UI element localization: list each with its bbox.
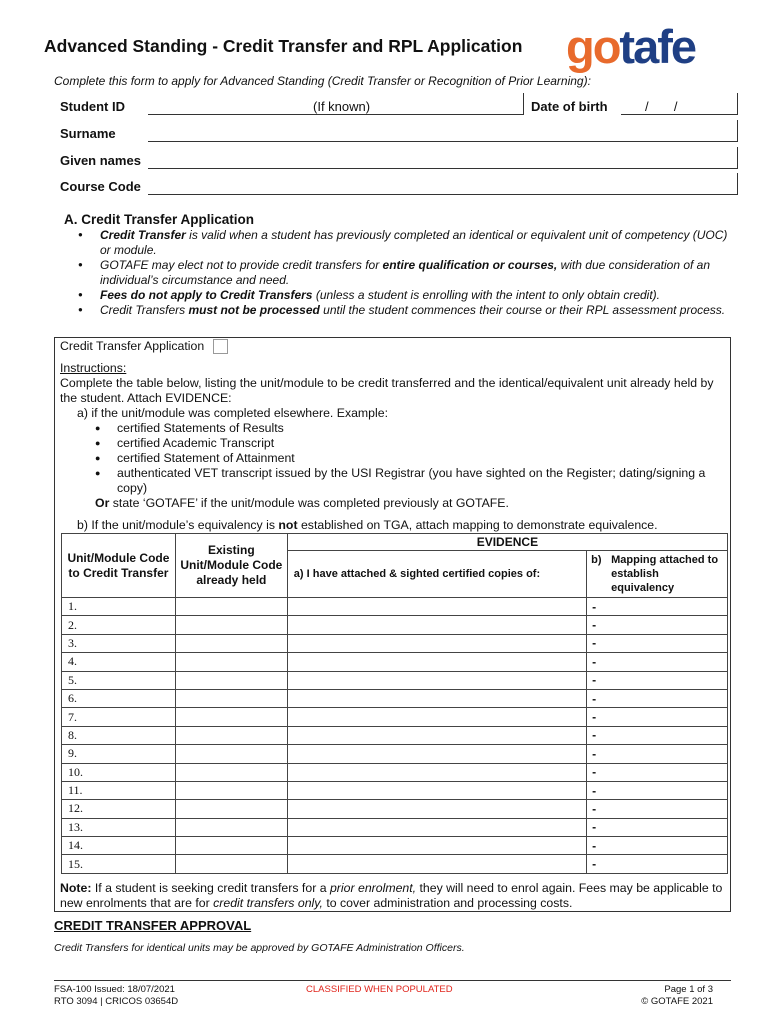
bullet-icon: ● xyxy=(78,290,83,299)
footer-left: FSA-100 Issued: 18/07/2021 RTO 3094 | CRICOS 03654D xyxy=(54,984,179,1007)
bullet-icon: ● xyxy=(95,423,101,433)
mapping-cell[interactable]: - xyxy=(587,634,728,652)
existing-unit-cell[interactable] xyxy=(175,763,287,781)
certified-copies-cell[interactable] xyxy=(287,763,586,781)
certified-copies-cell[interactable] xyxy=(287,855,586,873)
divider xyxy=(737,173,738,195)
certified-copies-cell[interactable] xyxy=(287,634,586,652)
row-number[interactable]: 9. xyxy=(62,745,176,763)
existing-unit-cell[interactable] xyxy=(175,726,287,744)
table-row xyxy=(62,763,728,781)
surname-label: Surname xyxy=(60,126,116,141)
certified-copies-cell[interactable] xyxy=(287,745,586,763)
bullet-item: GOTAFE may elect not to provide credit transfers for entire qualification or courses, with due consideration of an individual’s circumstance and need. xyxy=(100,258,711,287)
existing-unit-cell[interactable] xyxy=(175,781,287,799)
certified-copies-cell[interactable] xyxy=(287,671,586,689)
instructions-heading: Instructions: xyxy=(60,361,127,375)
bullet-icon: ● xyxy=(95,438,101,448)
existing-unit-cell[interactable] xyxy=(175,800,287,818)
note-text: Note: If a student is seeking credit transfers for a prior enrolment, they will need to enrol again. Fees may be applicable to new enrolments that are for credit transfers only, to cover administration and processing costs. xyxy=(60,881,723,910)
row-number[interactable]: 2. xyxy=(62,616,176,634)
divider xyxy=(737,93,738,115)
row-number[interactable]: 3. xyxy=(62,634,176,652)
bullet-icon: ● xyxy=(78,230,83,239)
existing-unit-cell[interactable] xyxy=(175,745,287,763)
checkbox-label: Credit Transfer Application xyxy=(60,339,205,353)
instruction-item-b: b) If the unit/module’s equivalency is not established on TGA, attach mapping to demonstrate equivalence. xyxy=(77,518,658,532)
footer-classification: CLASSIFIED WHEN POPULATED xyxy=(306,984,453,995)
row-number[interactable]: 5. xyxy=(62,671,176,689)
certified-copies-cell[interactable] xyxy=(287,726,586,744)
table-row xyxy=(62,634,728,652)
existing-unit-cell[interactable] xyxy=(175,689,287,707)
bullet-icon: ● xyxy=(95,453,101,463)
existing-unit-cell[interactable] xyxy=(175,653,287,671)
evidence-header: EVIDENCE xyxy=(287,534,727,551)
bullet-item: Credit Transfer is valid when a student has previously completed an identical or equivalent unit of competency (UOC) or module. xyxy=(100,228,728,257)
footer-rule xyxy=(54,980,731,981)
approval-heading: CREDIT TRANSFER APPROVAL xyxy=(54,918,252,933)
dob-slashes: / / xyxy=(645,99,678,114)
course-code-field[interactable] xyxy=(148,194,737,195)
table-row xyxy=(62,781,728,799)
section-a-heading: A. Credit Transfer Application xyxy=(64,212,255,227)
example-item: certified Academic Transcript xyxy=(117,436,275,450)
mapping-cell[interactable]: - xyxy=(587,598,728,616)
given-names-field[interactable] xyxy=(148,168,737,169)
example-item: certified Statements of Results xyxy=(117,421,284,435)
gotafe-logo xyxy=(566,22,695,72)
row-number[interactable]: 4. xyxy=(62,653,176,671)
approval-note: Credit Transfers for identical units may be approved by GOTAFE Administration Officers. xyxy=(54,942,465,954)
certified-copies-cell[interactable] xyxy=(287,781,586,799)
mapping-cell[interactable]: - xyxy=(587,671,728,689)
certified-copies-cell[interactable] xyxy=(287,616,586,634)
row-number[interactable]: 8. xyxy=(62,726,176,744)
bullet-icon: ● xyxy=(78,305,83,314)
row-number[interactable]: 12. xyxy=(62,800,176,818)
row-number[interactable]: 11. xyxy=(62,781,176,799)
row-number[interactable]: 13. xyxy=(62,818,176,836)
table-row xyxy=(62,818,728,836)
table-row xyxy=(62,653,728,671)
certified-copies-cell[interactable] xyxy=(287,689,586,707)
mapping-cell[interactable]: - xyxy=(587,616,728,634)
certified-copies-cell[interactable] xyxy=(287,818,586,836)
row-number[interactable]: 14. xyxy=(62,837,176,855)
mapping-cell[interactable]: - xyxy=(587,837,728,855)
bullet-item: Fees do not apply to Credit Transfers (unless a student is enrolling with the intent to only obtain credit). xyxy=(100,288,661,302)
example-item: certified Statement of Attainment xyxy=(117,451,295,465)
col-existing-unit: Existing Unit/Module Code already held xyxy=(175,534,287,598)
existing-unit-cell[interactable] xyxy=(175,598,287,616)
row-number[interactable]: 6. xyxy=(62,689,176,707)
col-certified-copies: a) I have attached & sighted certified copies of: xyxy=(287,551,586,598)
mapping-cell[interactable]: - xyxy=(587,855,728,873)
mapping-cell[interactable]: - xyxy=(587,689,728,707)
certified-copies-cell[interactable] xyxy=(287,708,586,726)
intro-text: Complete this form to apply for Advanced Standing (Credit Transfer or Recognition of Prior Learning): xyxy=(54,74,591,88)
mapping-cell[interactable]: - xyxy=(587,781,728,799)
mapping-cell[interactable]: - xyxy=(587,653,728,671)
mapping-cell[interactable]: - xyxy=(587,800,728,818)
certified-copies-cell[interactable] xyxy=(287,837,586,855)
example-item: authenticated VET transcript issued by the USI Registrar (you have sighted on the Register; dating/signing a copy) xyxy=(117,466,706,495)
table-row xyxy=(62,800,728,818)
mapping-cell[interactable]: - xyxy=(587,726,728,744)
table-row xyxy=(62,616,728,634)
existing-unit-cell[interactable] xyxy=(175,671,287,689)
instructions-text: Complete the table below, listing the unit/module to be credit transferred and the identical/equivalent unit already held by the student. Attach EVIDENCE: xyxy=(60,376,714,405)
existing-unit-cell[interactable] xyxy=(175,616,287,634)
credit-transfer-checkbox[interactable] xyxy=(213,339,228,354)
mapping-cell[interactable]: - xyxy=(587,818,728,836)
dob-field[interactable] xyxy=(621,114,737,115)
table-row xyxy=(62,726,728,744)
logo-tafe: tafe xyxy=(619,20,696,73)
table-row xyxy=(62,745,728,763)
logo-go: go xyxy=(566,20,620,73)
row-number[interactable]: 1. xyxy=(62,598,176,616)
given-names-label: Given names xyxy=(60,153,141,168)
student-id-label: Student ID xyxy=(60,99,125,114)
existing-unit-cell[interactable] xyxy=(175,708,287,726)
footer-right: Page 1 of 3 © GOTAFE 2021 xyxy=(641,984,713,1007)
certified-copies-cell[interactable] xyxy=(287,800,586,818)
table-row xyxy=(62,671,728,689)
course-code-label: Course Code xyxy=(60,179,141,194)
mapping-cell[interactable]: - xyxy=(587,745,728,763)
credit-transfer-table xyxy=(61,533,728,874)
divider xyxy=(737,120,738,142)
existing-unit-cell[interactable] xyxy=(175,818,287,836)
existing-unit-cell[interactable] xyxy=(175,837,287,855)
dob-label: Date of birth xyxy=(531,99,608,114)
row-number[interactable]: 10. xyxy=(62,763,176,781)
bullet-icon: ● xyxy=(95,468,101,478)
row-number[interactable]: 7. xyxy=(62,708,176,726)
table-row xyxy=(62,689,728,707)
row-number[interactable]: 15. xyxy=(62,855,176,873)
certified-copies-cell[interactable] xyxy=(287,598,586,616)
or-gotafe-note: Or state ‘GOTAFE’ if the unit/module was completed previously at GOTAFE. xyxy=(95,496,509,510)
mapping-cell[interactable]: - xyxy=(587,708,728,726)
surname-field[interactable] xyxy=(148,141,737,142)
table-row xyxy=(62,708,728,726)
bullet-icon: ● xyxy=(78,260,83,269)
col-mapping: b) Mapping attached to establish equivalency xyxy=(587,551,728,598)
student-id-hint: (If known) xyxy=(313,99,371,114)
col-unit-to-transfer: Unit/Module Code to Credit Transfer xyxy=(62,534,176,598)
instruction-item-a: a) if the unit/module was completed elsewhere. Example: xyxy=(77,406,388,420)
certified-copies-cell[interactable] xyxy=(287,653,586,671)
table-row xyxy=(62,837,728,855)
table-row xyxy=(62,598,728,616)
existing-unit-cell[interactable] xyxy=(175,634,287,652)
student-id-field[interactable] xyxy=(148,114,523,115)
divider xyxy=(737,147,738,169)
divider xyxy=(523,93,524,115)
table-row xyxy=(62,855,728,873)
existing-unit-cell[interactable] xyxy=(175,855,287,873)
mapping-cell[interactable]: - xyxy=(587,763,728,781)
page-title: Advanced Standing - Credit Transfer and RPL Application xyxy=(44,36,523,56)
bullet-item: Credit Transfers must not be processed until the student commences their course or their RPL assessment process. xyxy=(100,303,726,317)
